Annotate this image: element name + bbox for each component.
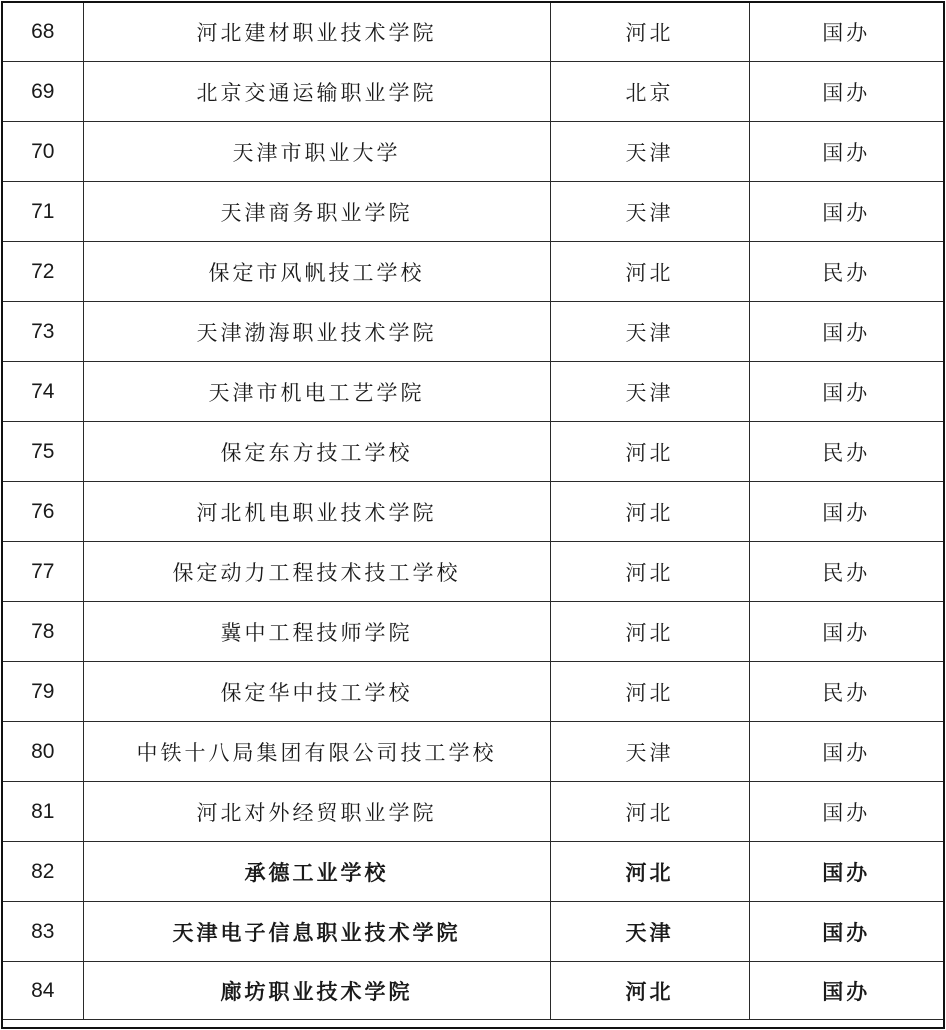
table-row [3, 362, 943, 422]
province: 天津 [550, 902, 749, 962]
province: 河北 [550, 602, 749, 662]
table-row [3, 62, 943, 122]
row-index: 77 [3, 542, 83, 602]
school-name: 河北机电职业技术学院 [83, 482, 550, 542]
ownership-type: 国办 [749, 602, 943, 662]
row-index: 74 [3, 362, 83, 422]
row-index: 76 [3, 482, 83, 542]
table-row [3, 602, 943, 662]
province: 河北 [550, 422, 749, 482]
ownership-type: 民办 [749, 542, 943, 602]
school-name: 河北建材职业技术学院 [83, 3, 550, 62]
school-name: 保定华中技工学校 [83, 662, 550, 722]
ownership-type: 民办 [749, 422, 943, 482]
table-row [3, 722, 943, 782]
table-row [3, 842, 943, 902]
province: 北京 [550, 62, 749, 122]
table-row [3, 3, 943, 62]
province: 河北 [550, 962, 749, 1020]
row-index: 72 [3, 242, 83, 302]
row-index: 83 [3, 902, 83, 962]
row-index: 78 [3, 602, 83, 662]
school-name: 北京交通运输职业学院 [83, 62, 550, 122]
school-name: 保定东方技工学校 [83, 422, 550, 482]
school-list-table [3, 3, 943, 1020]
school-name: 天津市机电工艺学院 [83, 362, 550, 422]
ownership-type: 国办 [749, 362, 943, 422]
province: 河北 [550, 842, 749, 902]
ownership-type: 国办 [749, 122, 943, 182]
row-index: 81 [3, 782, 83, 842]
province: 天津 [550, 122, 749, 182]
table-row [3, 122, 943, 182]
ownership-type: 国办 [749, 782, 943, 842]
ownership-type: 国办 [749, 182, 943, 242]
table-row [3, 542, 943, 602]
school-name: 天津市职业大学 [83, 122, 550, 182]
table-row [3, 422, 943, 482]
row-index: 75 [3, 422, 83, 482]
ownership-type: 民办 [749, 242, 943, 302]
ownership-type: 国办 [749, 902, 943, 962]
province: 天津 [550, 722, 749, 782]
school-name: 承德工业学校 [83, 842, 550, 902]
school-list-body [3, 3, 943, 1020]
school-name: 冀中工程技师学院 [83, 602, 550, 662]
school-name: 保定动力工程技术技工学校 [83, 542, 550, 602]
row-index: 82 [3, 842, 83, 902]
table-row [3, 302, 943, 362]
school-name: 天津渤海职业技术学院 [83, 302, 550, 362]
province: 天津 [550, 182, 749, 242]
table-row [3, 962, 943, 1020]
table-row [3, 662, 943, 722]
ownership-type: 国办 [749, 962, 943, 1020]
ownership-type: 国办 [749, 3, 943, 62]
row-index: 80 [3, 722, 83, 782]
ownership-type: 国办 [749, 842, 943, 902]
row-index: 73 [3, 302, 83, 362]
province: 天津 [550, 302, 749, 362]
province: 河北 [550, 542, 749, 602]
ownership-type: 国办 [749, 302, 943, 362]
ownership-type: 国办 [749, 722, 943, 782]
row-index: 84 [3, 962, 83, 1020]
province: 河北 [550, 3, 749, 62]
table-row [3, 782, 943, 842]
table-row [3, 182, 943, 242]
school-name: 廊坊职业技术学院 [83, 962, 550, 1020]
school-name: 中铁十八局集团有限公司技工学校 [83, 722, 550, 782]
ownership-type: 国办 [749, 482, 943, 542]
province: 河北 [550, 782, 749, 842]
ownership-type: 民办 [749, 662, 943, 722]
school-name: 天津电子信息职业技术学院 [83, 902, 550, 962]
ownership-type: 国办 [749, 62, 943, 122]
province: 天津 [550, 362, 749, 422]
row-index: 71 [3, 182, 83, 242]
province: 河北 [550, 242, 749, 302]
table-row [3, 902, 943, 962]
row-index: 79 [3, 662, 83, 722]
table-row [3, 242, 943, 302]
school-name: 保定市风帆技工学校 [83, 242, 550, 302]
table-row [3, 482, 943, 542]
row-index: 68 [3, 3, 83, 62]
province: 河北 [550, 482, 749, 542]
row-index: 69 [3, 62, 83, 122]
row-index: 70 [3, 122, 83, 182]
province: 河北 [550, 662, 749, 722]
school-list-frame [1, 1, 945, 1029]
school-name: 天津商务职业学院 [83, 182, 550, 242]
school-name: 河北对外经贸职业学院 [83, 782, 550, 842]
